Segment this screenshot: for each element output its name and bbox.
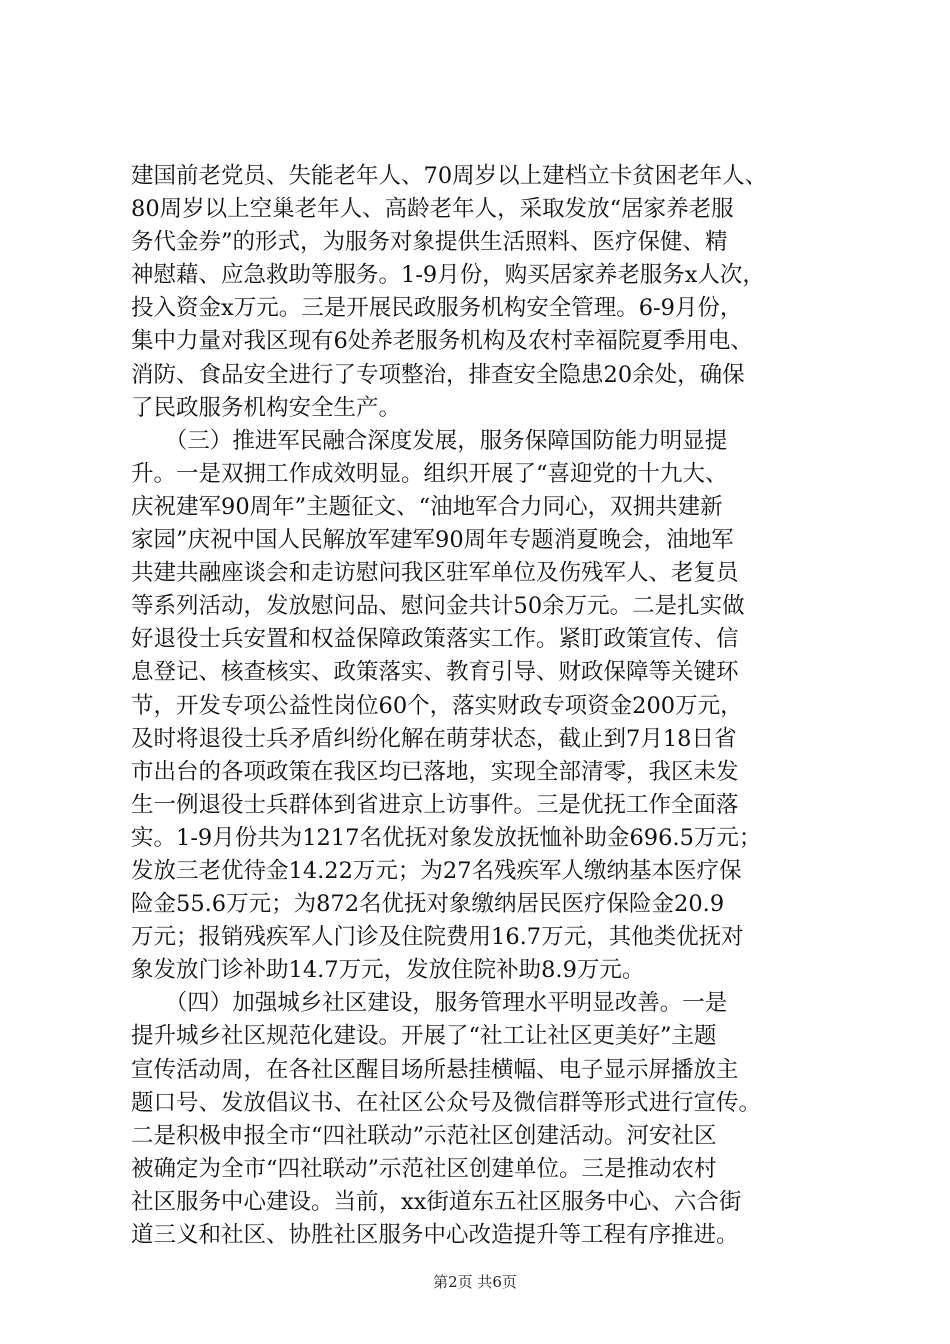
text-line: 投入资金x万元。三是开展民政服务机构安全管理。6-9月份， xyxy=(131,295,743,322)
page-footer: 第2页 共6页 xyxy=(433,1273,517,1291)
text-line: 象发放门诊补助14.7万元，发放住院补助8.9万元。 xyxy=(131,957,645,984)
text-line: 被确定为全市“四社联动”示范社区创建单位。三是推动农村 xyxy=(131,1155,717,1182)
text-line: 题口号、发放倡议书、在社区公众号及微信群等形式进行宣传。 xyxy=(131,1089,762,1116)
text-line: 社区服务中心建设。当前，xx街道东五社区服务中心、六合街 xyxy=(131,1188,742,1215)
text-line: 万元；报销残疾军人门诊及住院费用16.7万元，其他类优抚对 xyxy=(131,924,744,951)
text-line: 务代金券”的形式，为服务对象提供生活照料、医疗保健、精 xyxy=(131,229,728,256)
text-line: 提升城乡社区规范化建设。开展了“社工让社区更美好”主题 xyxy=(131,1023,717,1050)
text-line: 共建共融座谈会和走访慰问我区驻军单位及伤残军人、老复员 xyxy=(131,560,739,587)
text-line: 节，开发专项公益性岗位60个，落实财政专项资金200万元， xyxy=(131,692,743,719)
text-line: 集中力量对我区现有6处养老服务机构及农村幸福院夏季用电、 xyxy=(131,328,753,355)
text-line: 庆祝建军90周年”主题征文、“油地军合力同心，双拥共建新 xyxy=(131,493,723,520)
text-line: 建国前老党员、失能老年人、70周岁以上建档立卡贫困老年人、 xyxy=(131,163,768,189)
text-line: （四）加强城乡社区建设，服务管理水平明显改善。一是 xyxy=(131,990,728,1017)
text-line: 二是积极申报全市“四社联动”示范社区创建活动。河安社区 xyxy=(131,1122,717,1149)
text-line: 实。1-9月份共为1217名优抚对象发放抚恤补助金696.5万元； xyxy=(131,824,762,851)
text-line: 80周岁以上空巢老年人、高龄老年人，采取发放“居家养老服 xyxy=(131,196,734,223)
text-line: 生一例退役士兵群体到省进京上访事件。三是优抚工作全面落 xyxy=(131,791,739,818)
text-line: 等系列活动，发放慰问品、慰问金共计50余万元。二是扎实做 xyxy=(131,593,745,620)
body-text xyxy=(131,160,831,1252)
text-line: 升。一是双拥工作成效明显。组织开展了“喜迎党的十九大、 xyxy=(131,460,728,487)
text-line: 息登记、核查核实、政策落实、教育引导、财政保障等关键环 xyxy=(131,659,739,686)
text-line: 消防、食品安全进行了专项整治，排查安全隐患20余处，确保 xyxy=(131,361,745,388)
text-line: 及时将退役士兵矛盾纠纷化解在萌芽状态，截止到7月18日省 xyxy=(131,725,737,752)
text-line: 好退役士兵安置和权益保障政策落实工作。紧盯政策宣传、信 xyxy=(131,626,739,653)
text-line: 神慰藉、应急救助等服务。1-9月份，购买居家养老服务x人次， xyxy=(131,262,765,289)
text-line: 发放三老优待金14.22万元；为27名残疾军人缴纳基本医疗保 xyxy=(131,857,742,884)
text-line: 险金55.6万元；为872名优抚对象缴纳居民医疗保险金20.9 xyxy=(131,891,725,918)
text-line: （三）推进军民融合深度发展，服务保障国防能力明显提 xyxy=(131,427,728,454)
text-line: 宣传活动周，在各社区醒目场所悬挂横幅、电子显示屏播放主 xyxy=(131,1056,739,1083)
text-line: 家园”庆祝中国人民解放军建军90周年专题消夏晚会，油地军 xyxy=(131,527,734,554)
text-line: 道三义和社区、协胜社区服务中心改造提升等工程有序推进。 xyxy=(131,1222,739,1248)
text-line: 了民政服务机构安全生产。 xyxy=(131,394,402,421)
text-line: 市出台的各项政策在我区均已落地，实现全部清零，我区未发 xyxy=(131,758,739,785)
